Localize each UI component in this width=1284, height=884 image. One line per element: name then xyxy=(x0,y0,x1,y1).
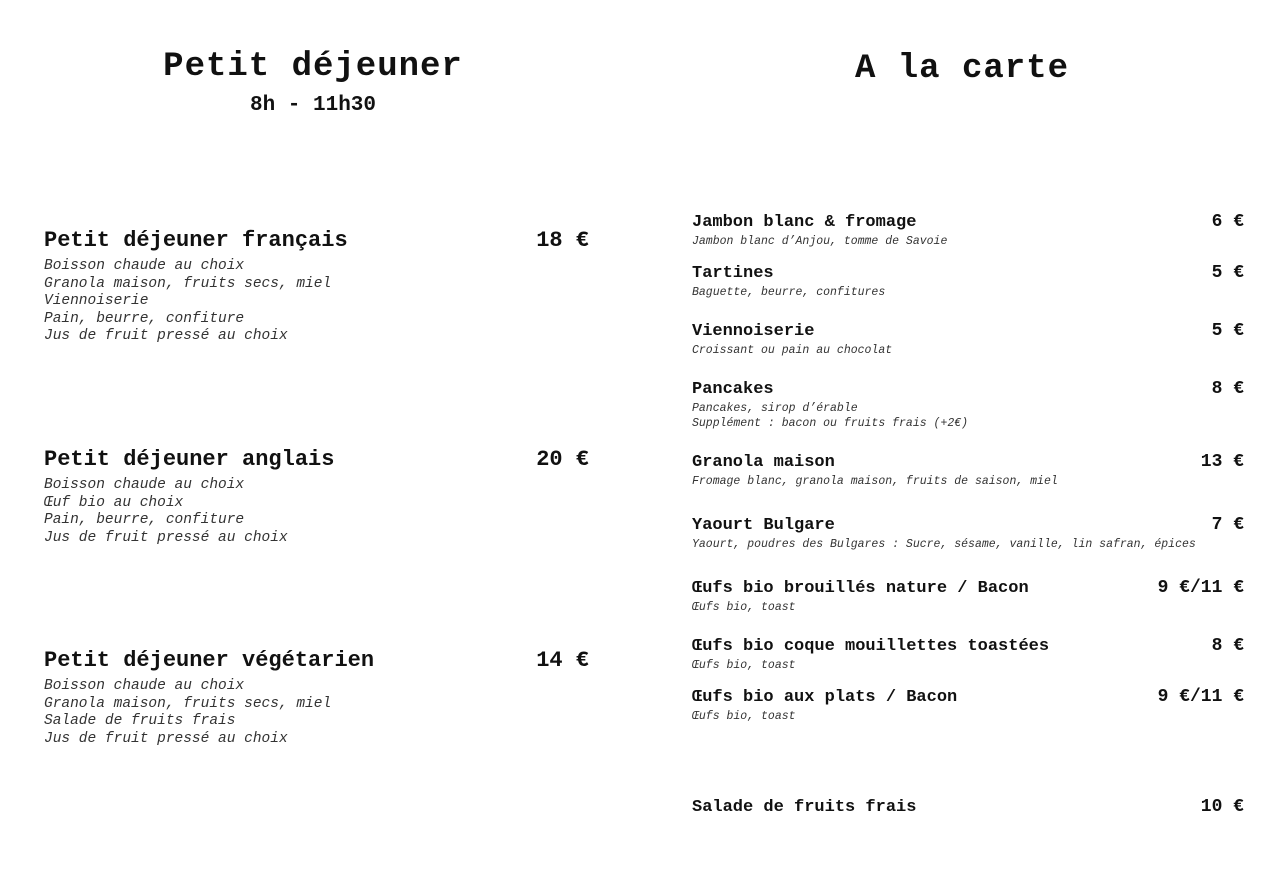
formula-line: Jus de fruit pressé au choix xyxy=(44,529,288,546)
menu-item-viennoiserie xyxy=(692,322,1244,359)
menu-item-line: Supplément : bacon ou fruits frais (+2€) xyxy=(692,416,969,430)
formula-line: Pain, beurre, confiture xyxy=(44,512,245,528)
menu-item-line: Baguette, beurre, confitures xyxy=(692,286,886,299)
formula-description xyxy=(44,258,589,346)
menu-item-granola xyxy=(692,453,1244,490)
formula-line: Jus de fruit pressé au choix xyxy=(44,730,288,747)
menu-item-name: Pancakes xyxy=(692,380,774,399)
formula-line: Boisson chaude au choix xyxy=(44,477,245,493)
menu-item-description xyxy=(692,286,1244,301)
menu-item-line: Œufs bio, toast xyxy=(692,659,796,672)
menu-item-line: Pancakes, sirop d’érable xyxy=(692,402,858,415)
menu-item-name: Viennoiserie xyxy=(692,322,815,341)
menu-item-price: 7 € xyxy=(1211,515,1244,535)
menu-item-oeufs-coque xyxy=(692,637,1244,674)
formula-line: Granola maison, fruits secs, miel xyxy=(44,695,332,712)
menu-item-line: Jambon blanc d’Anjou, tomme de Savoie xyxy=(692,235,948,248)
formula-description xyxy=(44,477,589,547)
formula-price: 20 € xyxy=(536,447,589,472)
formula-price: 14 € xyxy=(536,648,589,673)
formula-item-anglais xyxy=(44,447,589,547)
menu-item-description xyxy=(692,475,1244,490)
menu-item-description xyxy=(692,659,1244,674)
menu-item-name: Œufs bio brouillés nature / Bacon xyxy=(692,579,1029,598)
menu-item-name: Jambon blanc & fromage xyxy=(692,213,917,232)
formula-name: Petit déjeuner anglais xyxy=(44,447,335,472)
menu-item-description xyxy=(692,402,1244,431)
menu-item-description xyxy=(692,344,1244,359)
formula-line: Jus de fruit pressé au choix xyxy=(44,328,288,344)
formula-description xyxy=(44,678,589,748)
formula-name: Petit déjeuner français xyxy=(44,228,348,253)
menu-item-price: 13 € xyxy=(1200,452,1244,472)
formula-price: 18 € xyxy=(536,228,589,253)
formula-line: Viennoiserie xyxy=(44,293,149,309)
breakfast-title: Petit déjeuner xyxy=(163,48,463,86)
menu-item-price: 8 € xyxy=(1211,379,1244,399)
menu-item-price: 6 € xyxy=(1211,212,1244,232)
menu-item-pancakes xyxy=(692,380,1244,431)
menu-item-jambon xyxy=(692,213,1244,250)
formula-line: Boisson chaude au choix xyxy=(44,258,245,274)
menu-item-salade-fruits xyxy=(692,798,1244,820)
formula-line: Salade de fruits frais xyxy=(44,713,236,729)
formula-item-francais xyxy=(44,228,589,346)
menu-item-name: Œufs bio aux plats / Bacon xyxy=(692,688,958,707)
menu-item-yaourt xyxy=(692,516,1244,553)
menu-item-oeufs-brouilles xyxy=(692,579,1244,616)
a-la-carte-title: A la carte xyxy=(854,50,1070,88)
menu-item-name: Œufs bio coque mouillettes toastées xyxy=(692,637,1050,656)
menu-item-line: Fromage blanc, granola maison, fruits de saison, miel xyxy=(692,475,1058,488)
menu-item-line: Œufs bio, toast xyxy=(692,710,796,723)
menu-item-name: Salade de fruits frais xyxy=(692,798,917,817)
formula-line: Boisson chaude au choix xyxy=(44,678,245,694)
menu-item-line: Yaourt, poudres des Bulgares : Sucre, sésame, vanille, lin safran, épices xyxy=(692,538,1196,551)
menu-item-description xyxy=(692,538,1244,553)
menu-item-price: 10 € xyxy=(1200,797,1244,817)
menu-item-name: Tartines xyxy=(692,264,774,283)
breakfast-hours: 8h - 11h30 xyxy=(249,94,377,117)
menu-item-description xyxy=(692,601,1244,616)
formula-line: Granola maison, fruits secs, miel xyxy=(44,275,332,292)
formula-line: Pain, beurre, confiture xyxy=(44,310,245,327)
menu-item-name: Granola maison xyxy=(692,453,835,472)
menu-item-line: Œufs bio, toast xyxy=(692,601,796,614)
menu-item-name: Yaourt Bulgare xyxy=(692,516,835,535)
menu-item-description xyxy=(692,235,1244,250)
menu-item-price: 8 € xyxy=(1211,636,1244,656)
formula-name: Petit déjeuner végétarien xyxy=(44,648,375,673)
menu-item-line: Croissant ou pain au chocolat xyxy=(692,344,893,357)
menu-item-description xyxy=(692,710,1244,725)
menu-item-tartines xyxy=(692,264,1244,301)
formula-line: Œuf bio au choix xyxy=(44,494,184,511)
menu-item-price: 9 €/11 € xyxy=(1157,687,1244,707)
menu-item-price: 9 €/11 € xyxy=(1157,578,1244,598)
menu-item-price: 5 € xyxy=(1211,263,1244,283)
formula-item-vegetarien xyxy=(44,648,589,748)
menu-item-oeufs-plats xyxy=(692,688,1244,725)
menu-item-price: 5 € xyxy=(1211,321,1244,341)
